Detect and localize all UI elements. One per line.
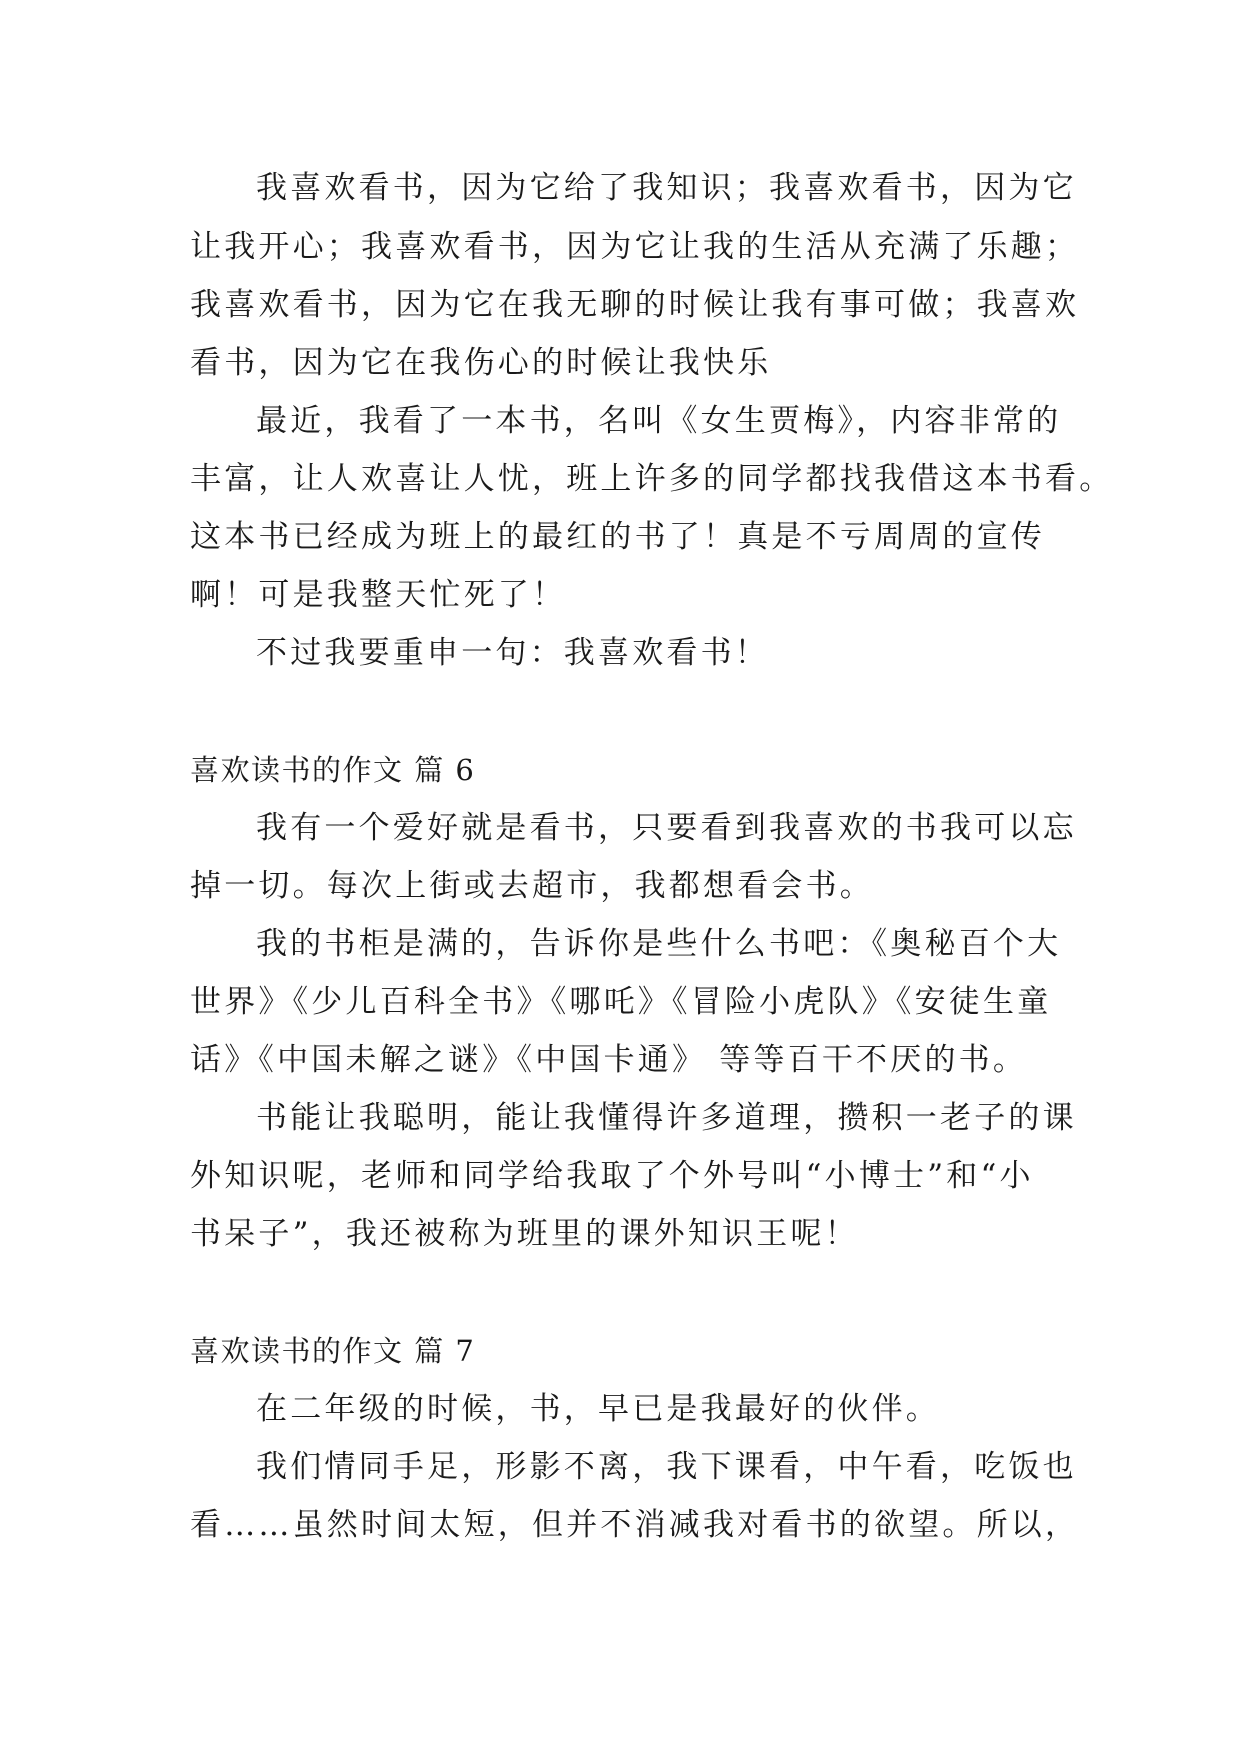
paragraph-line: 书能让我聪明，能让我懂得许多道理，攒积一老子的课 [256,1100,1077,1136]
paragraph-line: 外知识呢，老师和同学给我取了个外号叫“小博士”和“小 [190,1158,1034,1194]
paragraph-line: 世界》《少儿百科全书》《哪吒》《冒险小虎队》《安徒生童 [190,984,1052,1020]
paragraph-line: 丰富，让人欢喜让人忧，班上许多的同学都找我借这本书看。 [190,461,1114,497]
paragraph-line: 我有一个爱好就是看书，只要看到我喜欢的书我可以忘 [256,810,1077,846]
paragraph-line: 最近，我看了一本书，名叫《女生贾梅》，内容非常的 [256,403,1062,439]
paragraph-line: 掉一切。每次上街或去超市，我都想看会书。 [190,868,874,904]
paragraph-line: 我喜欢看书，因为它在我无聊的时候让我有事可做；我喜欢 [190,287,1080,323]
paragraph-line: 我的书柜是满的，告诉你是些什么书吧：《奥秘百个大 [256,926,1062,962]
paragraph-line: 我们情同手足，形影不离，我下课看，中午看，吃饭也 [256,1449,1077,1485]
paragraph-line: 话》《中国未解之谜》《中国卡通》 等等百干不厌的书。 [190,1042,1028,1078]
paragraph-line: 啊！可是我整天忙死了！ [190,577,567,613]
paragraph-line: 让我开心；我喜欢看书，因为它让我的生活从充满了乐趣； [190,229,1080,265]
paragraph-line: 在二年级的时候，书，早已是我最好的伙伴。 [256,1391,940,1427]
paragraph-line: 书呆子”，我还被称为班里的课外知识王呢！ [190,1216,859,1252]
paragraph-line: 不过我要重申一句：我喜欢看书！ [256,635,769,671]
paragraph-line: 这本书已经成为班上的最红的书了！真是不亏周周的宣传 [190,519,1045,555]
section-heading: 喜欢读书的作文 篇 6 [190,753,476,787]
paragraph-line: 我喜欢看书，因为它给了我知识；我喜欢看书，因为它 [256,170,1077,206]
section-heading: 喜欢读书的作文 篇 7 [190,1334,476,1368]
paragraph-line: 看书，因为它在我伤心的时候让我快乐 [190,345,772,381]
paragraph-line: 看……虽然时间太短，但并不消减我对看书的欲望。所以， [190,1507,1080,1543]
